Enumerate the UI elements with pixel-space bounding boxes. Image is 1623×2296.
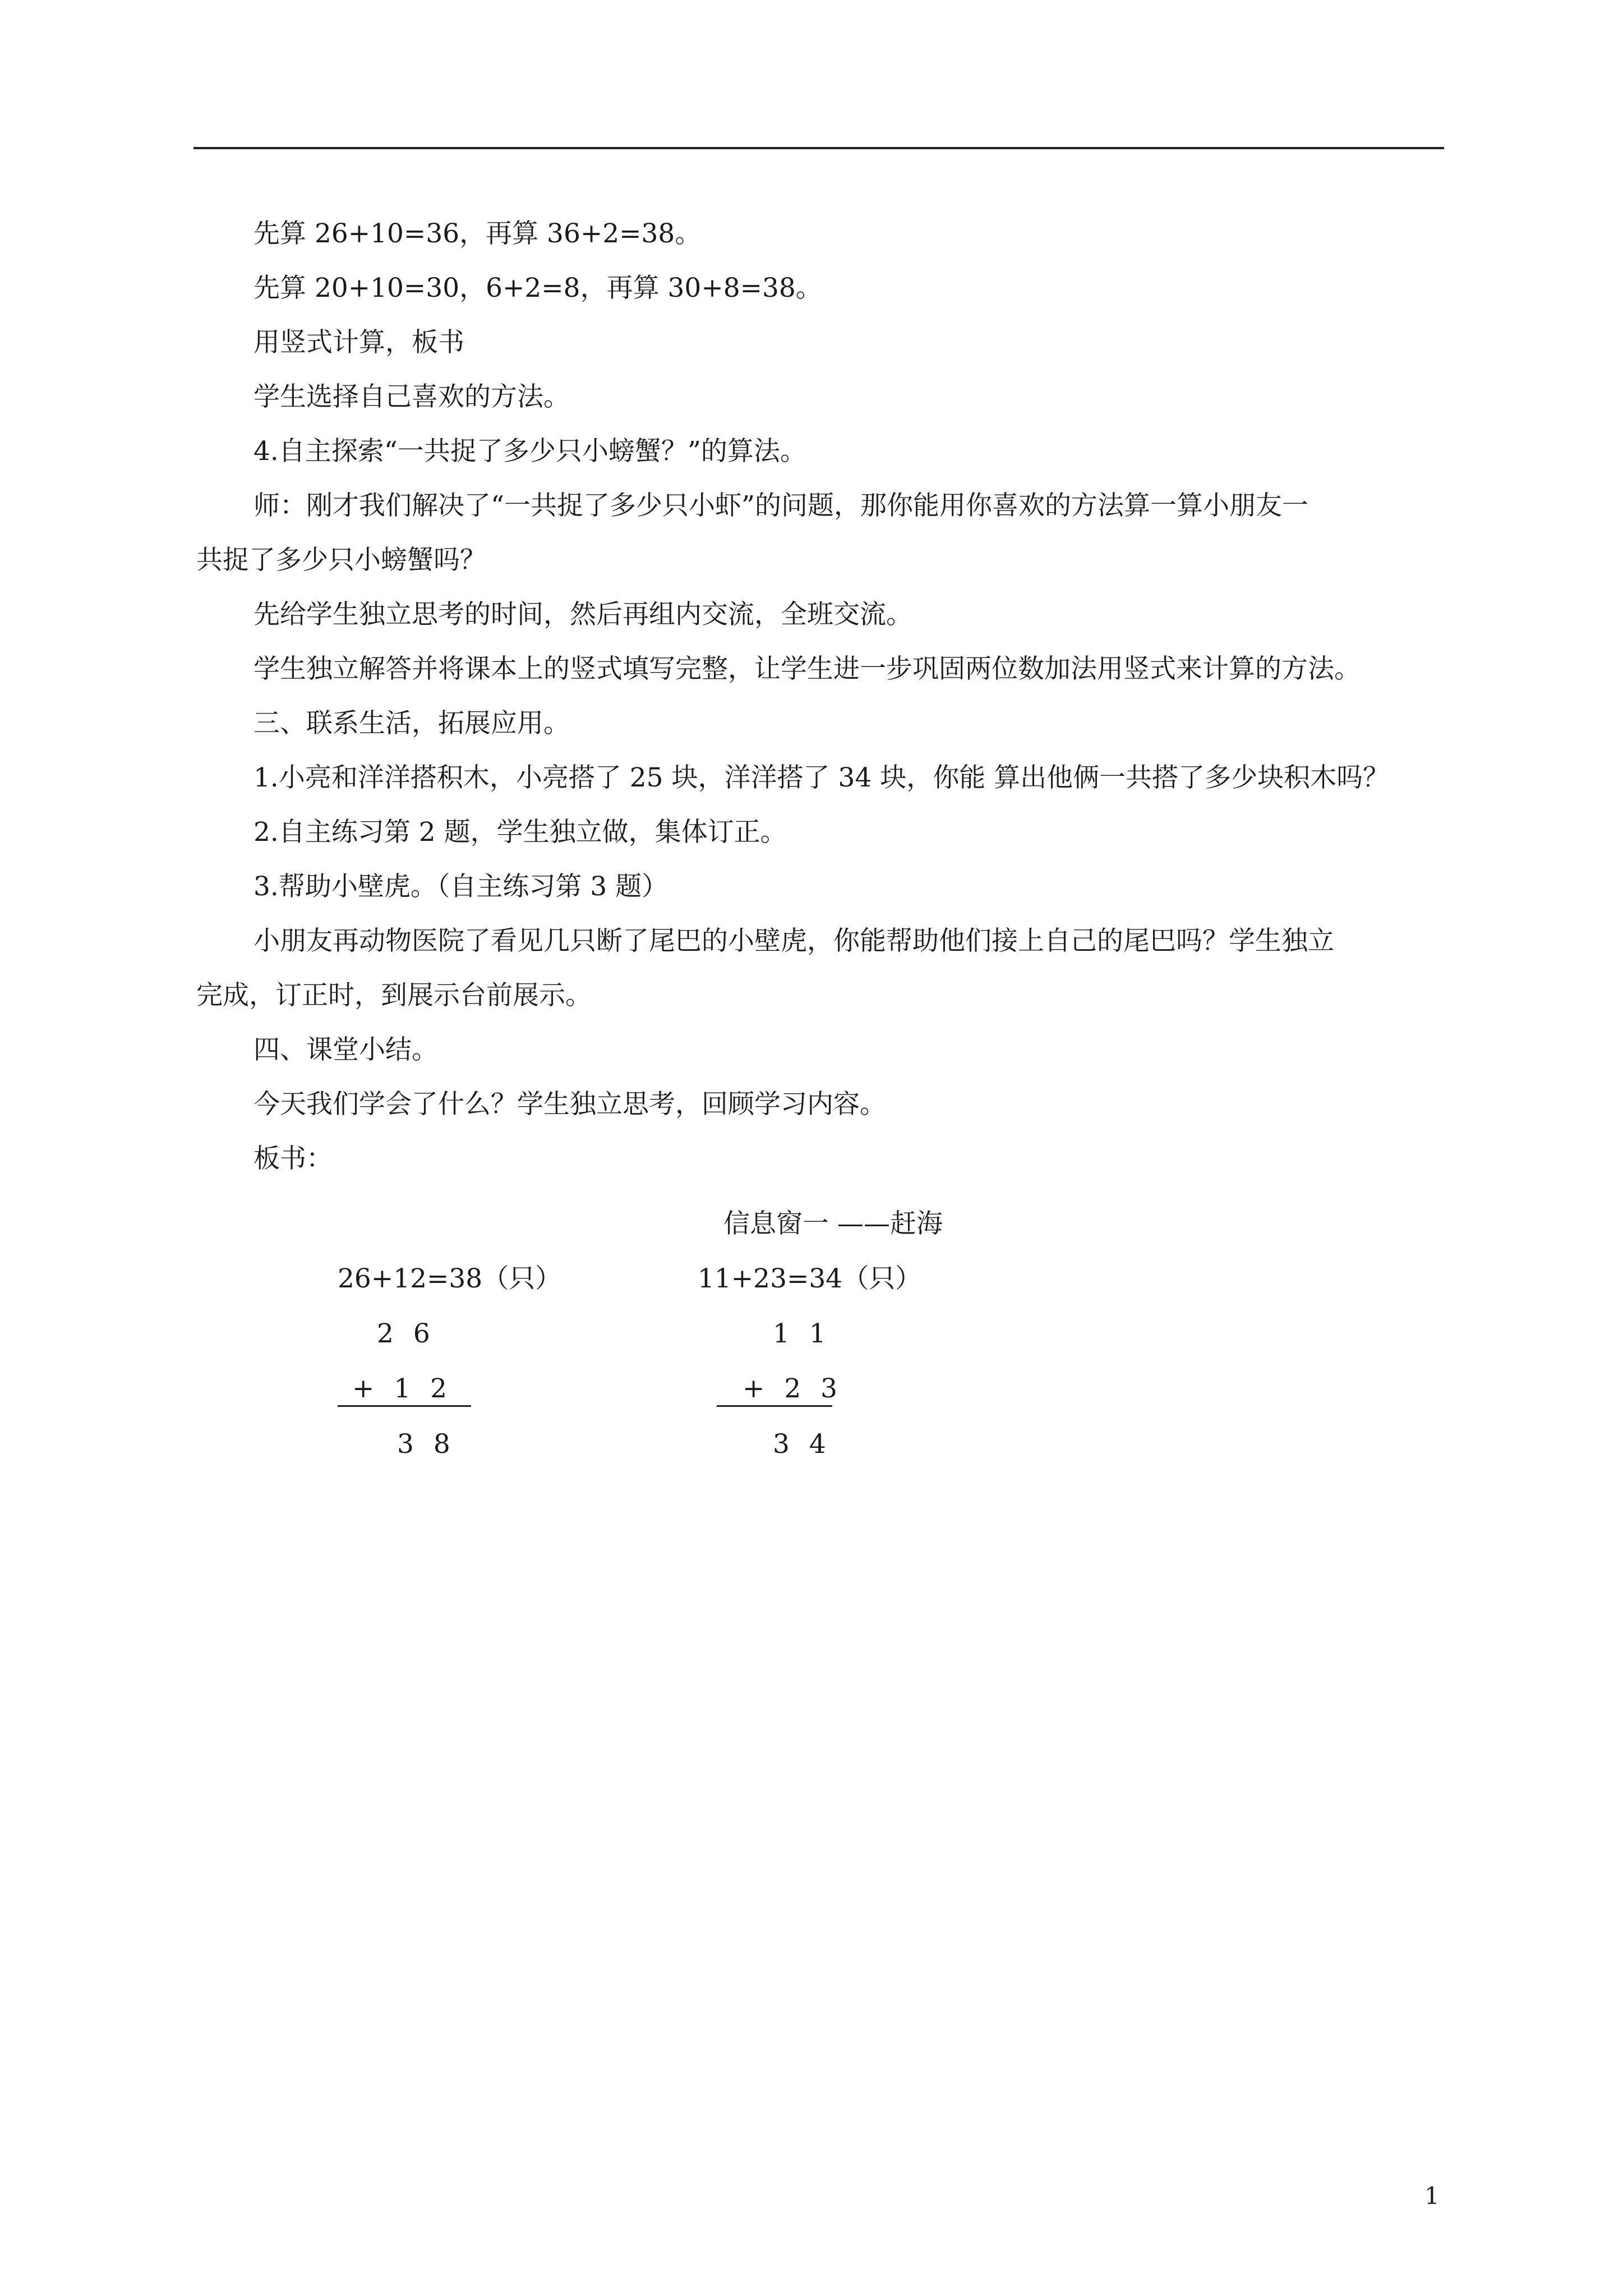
right-vertical-top: 1 1 [773,1318,832,1349]
paragraph: 4.自主探索“一共捉了多少只小螃蟹？”的算法。 [253,436,806,467]
paragraph: 小朋友再动物医院了看见几只断了尾巴的小壁虎，你能帮助他们接上自己的尾巴吗？学生独立 [253,926,1334,956]
paragraph: 2.自主练习第 2 题，学生独立做，集体订正。 [253,817,787,848]
left-sum-rule [338,1405,471,1407]
paragraph: 学生独立解答并将课本上的竖式填写完整，让学生进一步巩固两位数加法用竖式来计算的方法。 [253,654,1361,684]
left-vertical-top: 2 6 [377,1318,436,1349]
right-sum-rule [717,1405,832,1407]
paragraph: 先给学生独立思考的时间，然后再组内交流，全班交流。 [253,599,912,630]
paragraph: 用竖式计算，板书 [253,327,464,358]
left-vertical-result: 3 8 [397,1429,456,1460]
page-number: 1 [1424,2182,1440,2210]
right-vertical-result: 3 4 [773,1429,832,1460]
paragraph: 先算 26+10=36，再算 36+2=38。 [253,218,702,249]
paragraph: 完成，订正时，到展示台前展示。 [196,980,592,1011]
section-heading: 三、联系生活，拓展应用。 [253,708,570,739]
paragraph: 师：刚才我们解决了“一共捉了多少只小虾”的问题，那你能用你喜欢的方法算一算小朋友一 [253,490,1309,521]
paragraph: 共捉了多少只小螃蟹吗？ [196,545,486,576]
left-equation: 26+12=38（只） [338,1263,562,1294]
left-vertical-addend: + 1 2 [352,1373,453,1404]
paragraph: 板书： [253,1143,333,1174]
paragraph: 今天我们学会了什么？学生独立思考，回顾学习内容。 [253,1089,886,1120]
right-vertical-addend: + 2 3 [743,1373,843,1404]
section-heading: 四、课堂小结。 [253,1034,438,1065]
board-title: 信息窗一 ——赶海 [723,1208,943,1239]
paragraph: 学生选择自己喜欢的方法。 [253,381,570,412]
paragraph: 先算 20+10=30，6+2=8，再算 30+8=38。 [253,273,822,303]
paragraph: 1.小亮和洋洋搭积木，小亮搭了 25 块，洋洋搭了 34 块，你能 算出他俩一共搭了多少块积木吗？ [253,762,1390,793]
right-equation: 11+23=34（只） [698,1263,922,1294]
paragraph: 3.帮助小壁虎。（自主练习第 3 题） [253,871,668,902]
header-rule [193,147,1444,149]
